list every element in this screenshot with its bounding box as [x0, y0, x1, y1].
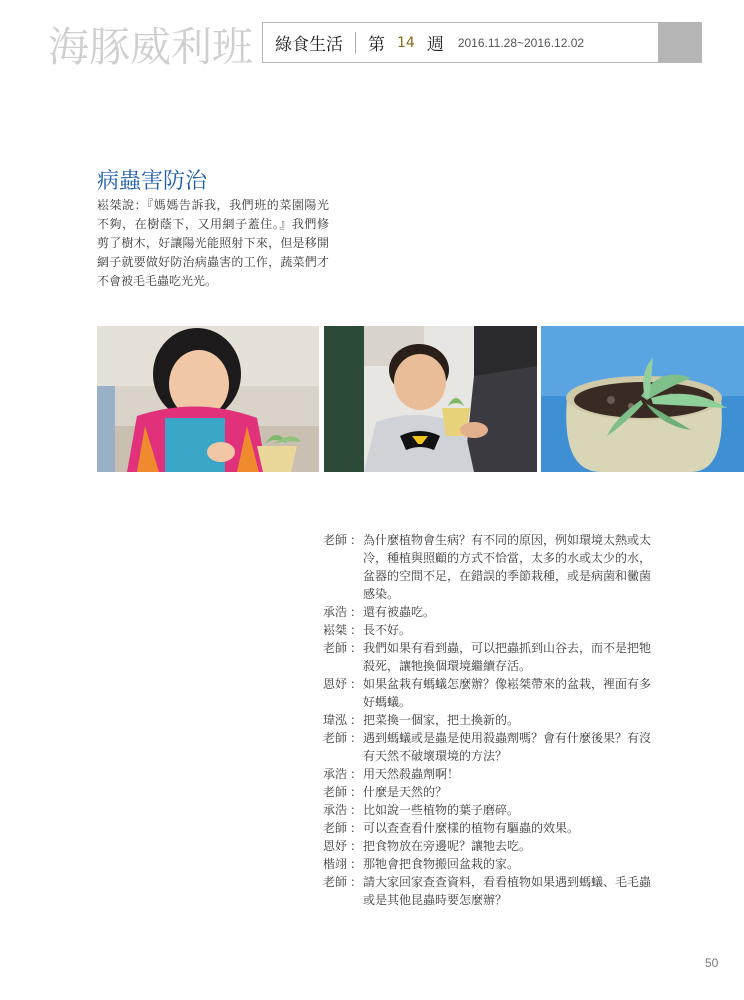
- photo-succulent-pot: [541, 326, 744, 472]
- header-week-suffix: 週: [426, 35, 444, 55]
- header-underline: [262, 62, 702, 63]
- utterance: 把菜換一個家，把土換新的。: [363, 713, 520, 727]
- dialogue-line: 承浩 ： 用天然殺蟲劑啊！: [323, 765, 653, 783]
- speaker: 恩妤: [323, 839, 348, 853]
- speaker: 承浩: [323, 605, 348, 619]
- dialogue-line: 老師 ： 可以查查看什麼樣的植物有驅蟲的效果。: [323, 819, 653, 837]
- dialogue-line: 恩妤 ： 如果盆栽有螞蟻怎麼辦？像崧桀帶來的盆栽，裡面有多好螞蟻。: [323, 677, 652, 709]
- header-week-prefix: 第: [368, 35, 385, 55]
- utterance: 如果盆栽有螞蟻怎麼辦？像崧桀帶來的盆栽，裡面有多好螞蟻。: [363, 677, 652, 709]
- utterance: 遇到螞蟻或是蟲是使用殺蟲劑嗎？會有什麼後果？有沒有天然不破壞環境的方法？: [363, 731, 652, 763]
- speaker: 老師: [323, 641, 348, 655]
- utterance: 可以查查看什麼樣的植物有驅蟲的效果。: [363, 821, 580, 835]
- dialogue-line: 老師 ： 什麼是天然的？: [323, 783, 653, 801]
- dialogue-line: 承浩 ： 比如說一些植物的葉子磨碎。: [323, 801, 653, 819]
- dialogue-line: 老師 ： 遇到螞蟻或是蟲是使用殺蟲劑嗎？會有什麼後果？有沒有天然不破壞環境的方法？: [323, 731, 652, 763]
- speaker: 楷翊: [323, 857, 348, 871]
- dialogue-line: 老師 ： 為什麼植物會生病？有不同的原因，例如環境太熱或太冷，種植與照顧的方式不恰當，太多的水或太少的水，盆器的空間不足，在錯誤的季節栽種，或是病菌和黴菌感染。: [323, 533, 652, 601]
- dialogue-line: 老師 ： 請大家回家查查資料，看看植物如果遇到螞蟻、毛毛蟲或是其他昆蟲時要怎麼辦？: [323, 875, 652, 907]
- section-title: 病蟲害防治: [97, 169, 208, 194]
- utterance: 用天然殺蟲劑啊！: [363, 767, 460, 781]
- utterance: 把食物放在旁邊呢？讓牠去吃。: [363, 839, 532, 853]
- speaker: 老師: [323, 533, 348, 547]
- page-number: 50: [705, 956, 719, 970]
- photo-girl-with-succulent: [97, 326, 319, 472]
- utterance: 還有被蟲吃。: [363, 605, 436, 619]
- utterance: 那牠會把食物搬回盆栽的家。: [363, 857, 520, 871]
- speaker: 瑋泓: [323, 713, 348, 727]
- dialogue-line: 承浩 ： 還有被蟲吃。: [323, 603, 653, 621]
- speaker: 恩妤: [323, 677, 348, 691]
- photo-boy-smelling-plant: [324, 326, 537, 472]
- utterance: 比如說一些植物的葉子磨碎。: [363, 803, 520, 817]
- dialogue-line: 楷翊 ： 那牠會把食物搬回盆栽的家。: [323, 855, 653, 873]
- header-week-number: 14: [397, 34, 415, 51]
- utterance: 什麼是天然的？: [363, 785, 448, 799]
- dialogue-transcript: [323, 531, 653, 909]
- speaker: 老師: [323, 731, 348, 745]
- header-bar: [262, 22, 658, 62]
- speaker: 老師: [323, 821, 348, 835]
- header-date-range: 2016.11.28~2016.12.02: [457, 35, 585, 50]
- header-gray-block: [658, 22, 702, 62]
- dialogue-line: 瑋泓 ： 把菜換一個家，把土換新的。: [323, 711, 653, 729]
- speaker: 承浩: [323, 767, 348, 781]
- speaker: 崧桀: [323, 623, 348, 637]
- dialogue-line: 老師 ： 我們如果有看到蟲，可以把蟲抓到山谷去，而不是把牠殺死，讓牠換個環境繼續存活。: [323, 641, 652, 673]
- utterance: 請大家回家查查資料，看看植物如果遇到螞蟻、毛毛蟲或是其他昆蟲時要怎麼辦？: [363, 875, 652, 907]
- dialogue-line: 恩妤 ： 把食物放在旁邊呢？讓牠去吃。: [323, 837, 653, 855]
- header-category: 綠食生活: [275, 35, 343, 55]
- speaker: 承浩: [323, 803, 348, 817]
- section-intro: 崧桀說：『媽媽告訴我，我們班的菜園陽光不夠，在樹蔭下，又用網子蓋住。』我們修剪了樹木，好讓陽光能照射下來，但是移開網子就要做好防治病蟲害的工作，蔬菜們才不會被毛毛蟲吃光光。: [97, 198, 329, 288]
- class-brand-title: 海豚威利班: [48, 23, 253, 71]
- dialogue-line: 崧桀 ： 長不好。: [323, 621, 653, 639]
- utterance: 我們如果有看到蟲，可以把蟲抓到山谷去，而不是把牠殺死，讓牠換個環境繼續存活。: [363, 641, 652, 673]
- utterance: 長不好。: [363, 623, 412, 637]
- speaker: 老師: [323, 785, 348, 799]
- speaker: 老師: [323, 875, 348, 889]
- utterance: 為什麼植物會生病？有不同的原因，例如環境太熱或太冷，種植與照顧的方式不恰當，太多的水或太少的水，盆器的空間不足，在錯誤的季節栽種，或是病菌和黴菌感染。: [363, 533, 652, 601]
